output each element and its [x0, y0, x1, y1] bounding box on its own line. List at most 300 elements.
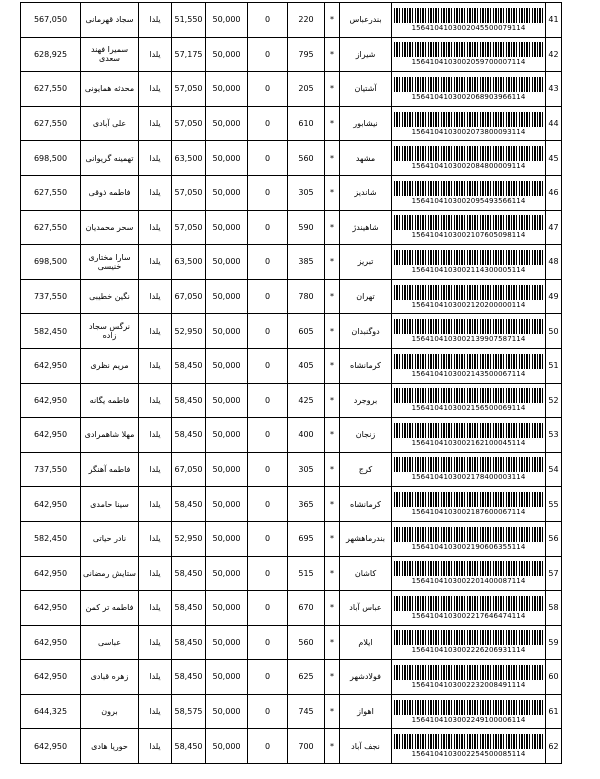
carrier-cell: یلدا	[139, 72, 172, 107]
table-row	[21, 418, 562, 453]
barcode-icon	[394, 319, 544, 334]
barcode-cell	[392, 314, 546, 349]
base-fee-cell: 50,000	[206, 591, 248, 626]
barcode-number: 1564104103002114300005114	[411, 265, 526, 274]
carrier-cell: یلدا	[139, 314, 172, 349]
code-cell: 365	[288, 487, 325, 522]
table-row	[21, 521, 562, 556]
amount-cell: 58,575	[172, 694, 206, 729]
code-cell: 385	[288, 245, 325, 280]
base-fee-cell: 50,000	[206, 141, 248, 176]
zero-cell: 0	[248, 452, 288, 487]
table-row	[21, 348, 562, 383]
recipient-name-cell: فاطمه یگانه	[81, 383, 139, 418]
barcode-number: 1564104103002059700007114	[411, 58, 526, 67]
base-fee-cell: 50,000	[206, 452, 248, 487]
recipient-name-cell: نرگس سجاد زاده	[81, 314, 139, 349]
base-fee-cell: 50,000	[206, 72, 248, 107]
barcode-icon	[394, 215, 544, 230]
carrier-cell: یلدا	[139, 141, 172, 176]
barcode-number: 1564104103002120200000114	[411, 300, 526, 309]
zero-cell: 0	[248, 487, 288, 522]
city-cell: آشتیان	[340, 72, 392, 107]
carrier-cell: یلدا	[139, 348, 172, 383]
total-cell: 582,450	[21, 314, 81, 349]
mark-cell: *	[325, 521, 340, 556]
barcode-icon	[394, 665, 544, 680]
mark-cell: *	[325, 245, 340, 280]
zero-cell: 0	[248, 660, 288, 695]
barcode-cell	[392, 279, 546, 314]
code-cell: 400	[288, 418, 325, 453]
barcode-number: 1564104103002226206931114	[411, 646, 526, 655]
zero-cell: 0	[248, 694, 288, 729]
base-fee-cell: 50,000	[206, 175, 248, 210]
recipient-name-cell: سجاد قهرمانی	[81, 3, 139, 38]
code-cell: 605	[288, 314, 325, 349]
carrier-cell: یلدا	[139, 37, 172, 72]
zero-cell: 0	[248, 106, 288, 141]
base-fee-cell: 50,000	[206, 314, 248, 349]
barcode-cell	[392, 3, 546, 38]
code-cell: 425	[288, 383, 325, 418]
table-row	[21, 37, 562, 72]
mark-cell: *	[325, 452, 340, 487]
recipient-name-cell: ستایش رمضانی	[81, 556, 139, 591]
barcode-number: 1564104103002178400003114	[411, 473, 526, 482]
base-fee-cell: 50,000	[206, 245, 248, 280]
city-cell: کرج	[340, 452, 392, 487]
code-cell: 220	[288, 3, 325, 38]
code-cell: 695	[288, 521, 325, 556]
barcode-number: 1564104103002232008491114	[411, 681, 526, 690]
row-index-cell: 48	[546, 245, 562, 280]
table-row	[21, 452, 562, 487]
zero-cell: 0	[248, 3, 288, 38]
recipient-name-cell: محدثه همایونی	[81, 72, 139, 107]
total-cell: 642,950	[21, 625, 81, 660]
barcode-number: 1564104103002249100006114	[411, 715, 526, 724]
barcode-cell	[392, 348, 546, 383]
base-fee-cell: 50,000	[206, 521, 248, 556]
barcode-number: 1564104103002217646474114	[411, 611, 526, 620]
total-cell: 642,950	[21, 487, 81, 522]
amount-cell: 57,050	[172, 175, 206, 210]
city-cell: بندرماهشهر	[340, 521, 392, 556]
code-cell: 590	[288, 210, 325, 245]
row-index-cell: 49	[546, 279, 562, 314]
recipient-name-cell: حوریا هادی	[81, 729, 139, 764]
zero-cell: 0	[248, 521, 288, 556]
table-row	[21, 694, 562, 729]
barcode-cell	[392, 521, 546, 556]
base-fee-cell: 50,000	[206, 279, 248, 314]
code-cell: 745	[288, 694, 325, 729]
base-fee-cell: 50,000	[206, 694, 248, 729]
table-row	[21, 141, 562, 176]
barcode-cell	[392, 694, 546, 729]
row-index-cell: 46	[546, 175, 562, 210]
barcode-cell	[392, 418, 546, 453]
barcode-number: 1564104103002107605098114	[411, 231, 526, 240]
mark-cell: *	[325, 175, 340, 210]
barcode-number: 1564104103002084800009114	[411, 162, 526, 171]
barcode-cell	[392, 210, 546, 245]
base-fee-cell: 50,000	[206, 418, 248, 453]
barcode-number: 1564104103002190606355114	[411, 542, 526, 551]
total-cell: 642,950	[21, 729, 81, 764]
amount-cell: 63,500	[172, 245, 206, 280]
code-cell: 305	[288, 175, 325, 210]
carrier-cell: یلدا	[139, 591, 172, 626]
base-fee-cell: 50,000	[206, 487, 248, 522]
barcode-cell	[392, 72, 546, 107]
table-row	[21, 210, 562, 245]
amount-cell: 67,050	[172, 452, 206, 487]
base-fee-cell: 50,000	[206, 556, 248, 591]
zero-cell: 0	[248, 141, 288, 176]
row-index-cell: 58	[546, 591, 562, 626]
table-row	[21, 72, 562, 107]
zero-cell: 0	[248, 72, 288, 107]
zero-cell: 0	[248, 245, 288, 280]
city-cell: کرمانشاه	[340, 487, 392, 522]
row-index-cell: 41	[546, 3, 562, 38]
total-cell: 737,550	[21, 452, 81, 487]
barcode-icon	[394, 250, 544, 265]
base-fee-cell: 50,000	[206, 660, 248, 695]
row-index-cell: 45	[546, 141, 562, 176]
barcode-icon	[394, 285, 544, 300]
amount-cell: 52,950	[172, 314, 206, 349]
base-fee-cell: 50,000	[206, 348, 248, 383]
barcode-cell	[392, 383, 546, 418]
shipment-table	[20, 2, 562, 764]
carrier-cell: یلدا	[139, 106, 172, 141]
recipient-name-cell: نادر حیاتی	[81, 521, 139, 556]
city-cell: اهواز	[340, 694, 392, 729]
barcode-icon	[394, 700, 544, 715]
barcode-number: 1564104103002162100045114	[411, 438, 526, 447]
barcode-cell	[392, 487, 546, 522]
barcode-number: 1564104103002143500067114	[411, 369, 526, 378]
row-index-cell: 57	[546, 556, 562, 591]
zero-cell: 0	[248, 591, 288, 626]
code-cell: 795	[288, 37, 325, 72]
city-cell: کرمانشاه	[340, 348, 392, 383]
barcode-icon	[394, 527, 544, 542]
barcode-icon	[394, 181, 544, 196]
barcode-icon	[394, 492, 544, 507]
code-cell: 205	[288, 72, 325, 107]
zero-cell: 0	[248, 175, 288, 210]
zero-cell: 0	[248, 210, 288, 245]
barcode-cell	[392, 556, 546, 591]
city-cell: ایلام	[340, 625, 392, 660]
mark-cell: *	[325, 279, 340, 314]
barcode-number: 1564104103002068903966114	[411, 92, 526, 101]
mark-cell: *	[325, 37, 340, 72]
barcode-icon	[394, 734, 544, 749]
barcode-icon	[394, 112, 544, 127]
total-cell: 698,500	[21, 141, 81, 176]
carrier-cell: یلدا	[139, 3, 172, 38]
barcode-icon	[394, 561, 544, 576]
amount-cell: 58,450	[172, 729, 206, 764]
code-cell: 610	[288, 106, 325, 141]
barcode-cell	[392, 729, 546, 764]
amount-cell: 57,050	[172, 106, 206, 141]
barcode-cell	[392, 175, 546, 210]
zero-cell: 0	[248, 418, 288, 453]
mark-cell: *	[325, 383, 340, 418]
amount-cell: 58,450	[172, 625, 206, 660]
carrier-cell: یلدا	[139, 383, 172, 418]
city-cell: مشهد	[340, 141, 392, 176]
row-index-cell: 56	[546, 521, 562, 556]
zero-cell: 0	[248, 279, 288, 314]
recipient-name-cell: سحر محمدیان	[81, 210, 139, 245]
row-index-cell: 42	[546, 37, 562, 72]
zero-cell: 0	[248, 348, 288, 383]
barcode-icon	[394, 457, 544, 472]
amount-cell: 58,450	[172, 660, 206, 695]
row-index-cell: 51	[546, 348, 562, 383]
recipient-name-cell: فاطمه ذوقی	[81, 175, 139, 210]
total-cell: 627,550	[21, 175, 81, 210]
city-cell: شاندیز	[340, 175, 392, 210]
carrier-cell: یلدا	[139, 729, 172, 764]
total-cell: 698,500	[21, 245, 81, 280]
table-row	[21, 314, 562, 349]
city-cell: نیشابور	[340, 106, 392, 141]
zero-cell: 0	[248, 556, 288, 591]
row-index-cell: 43	[546, 72, 562, 107]
mark-cell: *	[325, 418, 340, 453]
carrier-cell: یلدا	[139, 245, 172, 280]
recipient-name-cell: مریم نظری	[81, 348, 139, 383]
city-cell: شیراز	[340, 37, 392, 72]
barcode-cell	[392, 106, 546, 141]
carrier-cell: یلدا	[139, 660, 172, 695]
code-cell: 305	[288, 452, 325, 487]
code-cell: 625	[288, 660, 325, 695]
recipient-name-cell: سمیرا فهند سعدی	[81, 37, 139, 72]
barcode-cell	[392, 660, 546, 695]
row-index-cell: 52	[546, 383, 562, 418]
mark-cell: *	[325, 3, 340, 38]
code-cell: 560	[288, 625, 325, 660]
total-cell: 567,050	[21, 3, 81, 38]
base-fee-cell: 50,000	[206, 37, 248, 72]
row-index-cell: 44	[546, 106, 562, 141]
recipient-name-cell: تهمینه گریوانی	[81, 141, 139, 176]
total-cell: 644,325	[21, 694, 81, 729]
table-row	[21, 3, 562, 38]
total-cell: 642,950	[21, 418, 81, 453]
total-cell: 627,550	[21, 210, 81, 245]
city-cell: دوگنبدان	[340, 314, 392, 349]
barcode-icon	[394, 146, 544, 161]
total-cell: 737,550	[21, 279, 81, 314]
recipient-name-cell: سینا حامدی	[81, 487, 139, 522]
carrier-cell: یلدا	[139, 279, 172, 314]
mark-cell: *	[325, 729, 340, 764]
recipient-name-cell: مهلا شاهمرادی	[81, 418, 139, 453]
code-cell: 560	[288, 141, 325, 176]
mark-cell: *	[325, 660, 340, 695]
barcode-icon	[394, 596, 544, 611]
table-row	[21, 383, 562, 418]
zero-cell: 0	[248, 37, 288, 72]
barcode-number: 1564104103002045500079114	[411, 23, 526, 32]
barcode-cell	[392, 245, 546, 280]
zero-cell: 0	[248, 383, 288, 418]
barcode-icon	[394, 77, 544, 92]
row-index-cell: 60	[546, 660, 562, 695]
table-row	[21, 591, 562, 626]
mark-cell: *	[325, 141, 340, 176]
table-row	[21, 487, 562, 522]
total-cell: 627,550	[21, 72, 81, 107]
base-fee-cell: 50,000	[206, 3, 248, 38]
amount-cell: 57,050	[172, 72, 206, 107]
barcode-number: 1564104103002139907587114	[411, 335, 526, 344]
carrier-cell: یلدا	[139, 175, 172, 210]
table-row	[21, 245, 562, 280]
city-cell: بندرعباس	[340, 3, 392, 38]
barcode-cell	[392, 591, 546, 626]
city-cell: عباس آباد	[340, 591, 392, 626]
mark-cell: *	[325, 314, 340, 349]
row-index-cell: 53	[546, 418, 562, 453]
zero-cell: 0	[248, 314, 288, 349]
city-cell: کاشان	[340, 556, 392, 591]
code-cell: 515	[288, 556, 325, 591]
recipient-name-cell: فاطمه آهنگر	[81, 452, 139, 487]
recipient-name-cell: فاطمه تر کمن	[81, 591, 139, 626]
barcode-cell	[392, 452, 546, 487]
recipient-name-cell: سارا مختاری خنیسی	[81, 245, 139, 280]
total-cell: 642,950	[21, 556, 81, 591]
barcode-number: 1564104103002095493566114	[411, 196, 526, 205]
barcode-icon	[394, 354, 544, 369]
amount-cell: 52,950	[172, 521, 206, 556]
carrier-cell: یلدا	[139, 487, 172, 522]
recipient-name-cell: علی آبادی	[81, 106, 139, 141]
recipient-name-cell: برون	[81, 694, 139, 729]
total-cell: 642,950	[21, 383, 81, 418]
recipient-name-cell: نگین خطیبی	[81, 279, 139, 314]
barcode-number: 1564104103002254500085114	[411, 750, 526, 759]
carrier-cell: یلدا	[139, 694, 172, 729]
amount-cell: 58,450	[172, 348, 206, 383]
mark-cell: *	[325, 210, 340, 245]
mark-cell: *	[325, 591, 340, 626]
mark-cell: *	[325, 106, 340, 141]
barcode-cell	[392, 37, 546, 72]
barcode-icon	[394, 8, 544, 23]
total-cell: 582,450	[21, 521, 81, 556]
total-cell: 642,950	[21, 591, 81, 626]
city-cell: فولادشهر	[340, 660, 392, 695]
base-fee-cell: 50,000	[206, 106, 248, 141]
amount-cell: 57,050	[172, 210, 206, 245]
row-index-cell: 59	[546, 625, 562, 660]
base-fee-cell: 50,000	[206, 210, 248, 245]
barcode-icon	[394, 42, 544, 57]
table-row	[21, 556, 562, 591]
barcode-number: 1564104103002187600067114	[411, 508, 526, 517]
amount-cell: 67,050	[172, 279, 206, 314]
base-fee-cell: 50,000	[206, 383, 248, 418]
row-index-cell: 54	[546, 452, 562, 487]
amount-cell: 58,450	[172, 418, 206, 453]
carrier-cell: یلدا	[139, 418, 172, 453]
mark-cell: *	[325, 556, 340, 591]
table-row	[21, 106, 562, 141]
carrier-cell: یلدا	[139, 210, 172, 245]
code-cell: 670	[288, 591, 325, 626]
row-index-cell: 50	[546, 314, 562, 349]
code-cell: 405	[288, 348, 325, 383]
table-row	[21, 625, 562, 660]
carrier-cell: یلدا	[139, 452, 172, 487]
amount-cell: 58,450	[172, 591, 206, 626]
barcode-icon	[394, 630, 544, 645]
table-row	[21, 175, 562, 210]
barcode-cell	[392, 625, 546, 660]
barcode-number: 1564104103002201400087114	[411, 577, 526, 586]
barcode-number: 1564104103002073800093114	[411, 127, 526, 136]
mark-cell: *	[325, 625, 340, 660]
table-row	[21, 660, 562, 695]
city-cell: تهران	[340, 279, 392, 314]
total-cell: 627,550	[21, 106, 81, 141]
table-row	[21, 279, 562, 314]
barcode-number: 1564104103002156500069114	[411, 404, 526, 413]
city-cell: زنجان	[340, 418, 392, 453]
mark-cell: *	[325, 694, 340, 729]
total-cell: 628,925	[21, 37, 81, 72]
carrier-cell: یلدا	[139, 625, 172, 660]
mark-cell: *	[325, 348, 340, 383]
total-cell: 642,950	[21, 660, 81, 695]
carrier-cell: یلدا	[139, 521, 172, 556]
barcode-icon	[394, 388, 544, 403]
amount-cell: 58,450	[172, 487, 206, 522]
city-cell: تبریز	[340, 245, 392, 280]
row-index-cell: 47	[546, 210, 562, 245]
row-index-cell: 55	[546, 487, 562, 522]
row-index-cell: 61	[546, 694, 562, 729]
mark-cell: *	[325, 72, 340, 107]
amount-cell: 58,450	[172, 383, 206, 418]
barcode-cell	[392, 141, 546, 176]
table-row	[21, 729, 562, 764]
barcode-icon	[394, 423, 544, 438]
zero-cell: 0	[248, 729, 288, 764]
amount-cell: 51,550	[172, 3, 206, 38]
mark-cell: *	[325, 487, 340, 522]
amount-cell: 58,450	[172, 556, 206, 591]
amount-cell: 63,500	[172, 141, 206, 176]
recipient-name-cell: زهره قبادی	[81, 660, 139, 695]
row-index-cell: 62	[546, 729, 562, 764]
zero-cell: 0	[248, 625, 288, 660]
recipient-name-cell: عباسی	[81, 625, 139, 660]
amount-cell: 57,175	[172, 37, 206, 72]
